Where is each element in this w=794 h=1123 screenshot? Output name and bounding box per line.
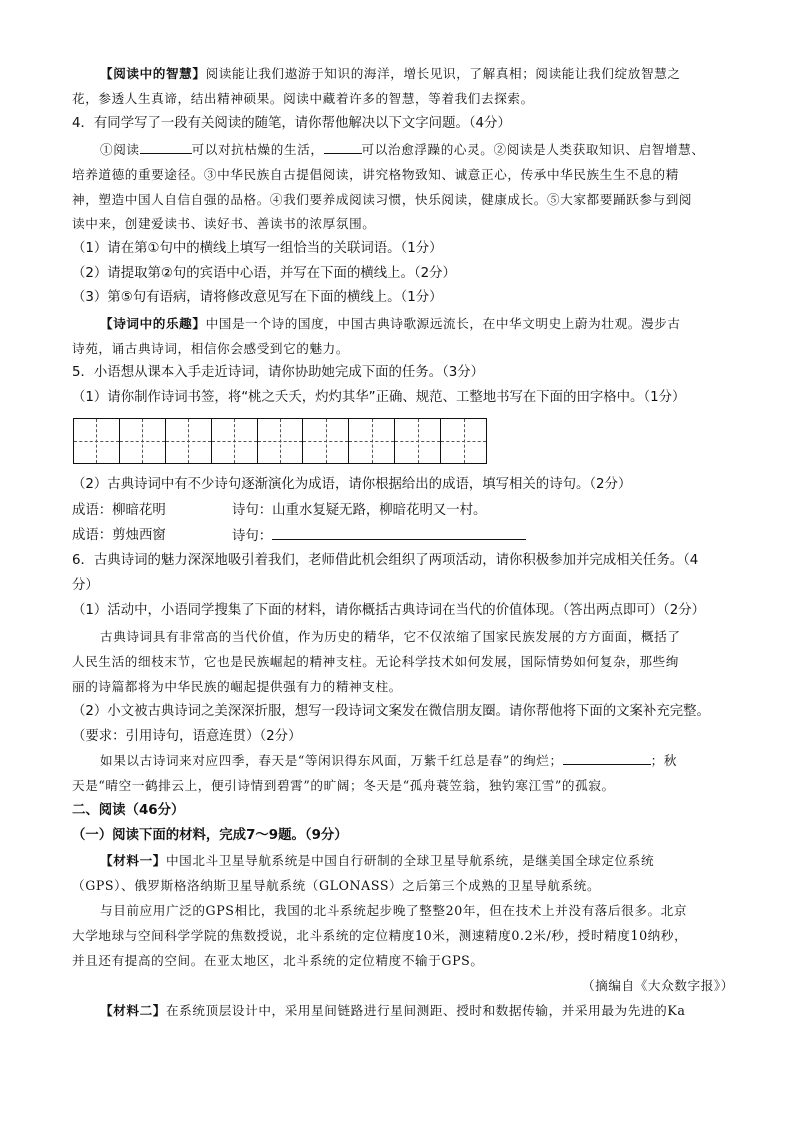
q4-blank-1[interactable] (140, 141, 192, 154)
q5-poem-2-line: 诗句： (232, 527, 526, 546)
q6-material-line-2: 人民生活的细枝末节，它也是民族崛起的精神支柱。无论科学技术如何发展，国际情势如何复杂，那些绚 (72, 654, 679, 669)
reading-wisdom-line-2: 花，参透人生真谛，结出精神硕果。阅读中藏着许多的智慧，等着我们去探索。 (72, 91, 534, 106)
q4-passage-line-1: ①阅读 可以对抗枯燥的生活， 可以治愈浮躁的心灵。②阅读是人类获取知识、启智增慧、 (100, 142, 705, 157)
q6-sub-2: （2）小文被古典诗词之美深深折服，想写一段诗词文案发在微信朋友圈。请你帮他将下面的文案补充完整。 (72, 704, 710, 719)
reading-wisdom-tag: 【阅读中的智慧】 (100, 66, 206, 81)
q6-sub-1: （1）活动中，小语同学搜集了下面的材料，请你概括古典诗词在当代的价值体现。（答出两点即可）（2分） (72, 603, 705, 618)
q6-copy-blank[interactable] (563, 752, 651, 765)
q4-sub-2: （2）请提取第②句的宾语中心语，并写在下面的横线上。（2分） (72, 266, 456, 281)
q4-title: 4．有同学写了一段有关阅读的随笔，请你帮他解决以下文字问题。（4分） (72, 116, 511, 131)
material-1-line-4: 大学地球与空间科学学院的焦数授说，北斗系统的定位精度10米，测速精度0.2米/秒，授时精度10纳秒， (72, 928, 688, 943)
tianzige-cell[interactable] (303, 419, 349, 463)
tianzige-cell[interactable] (166, 419, 212, 463)
q4-passage-line-2: 培养道德的重要途径。③中华民族自古提倡阅读，讲究格物致知、诚意正心，传承中华民族生生不息的精 (72, 167, 679, 182)
q4-passage-line-4: 读中来，创建爱读书、读好书、善读书的浓厚氛围。 (72, 216, 376, 231)
q6-title-line-1: 6．古典诗词的魅力深深地吸引着我们，老师借此机会组织了两项活动，请你积极参加并完成相关任务。（4 (72, 553, 699, 568)
q4-sub-1: （1）请在第①句中的横线上填写一组恰当的关联词语。（1分） (72, 241, 443, 256)
q6-title-line-2: 分） (72, 578, 99, 593)
tianzige-cell[interactable] (74, 419, 120, 463)
q4-passage-line-3: 神，塑造中国人自信自强的品格。④我们要养成阅读习惯，快乐阅读，健康成长。⑤大家都要踊跃参与到阅 (72, 192, 693, 207)
material-1-line-2: （GPS）、俄罗斯格洛纳斯卫星导航系统（GLONASS）之后第三个成熟的卫星导航系统。 (72, 878, 601, 893)
tianzige-cell[interactable] (441, 419, 486, 463)
material-1-line-1: 【材料一】中国北斗卫星导航系统是中国自行研制的全球卫星导航系统，是继美国全球定位系统 (100, 853, 655, 868)
q5-sub-1: （1）请你制作诗词书签，将“桃之夭夭，灼灼其华”正确、规范、工整地书写在下面的田字格中。（1分） (72, 390, 686, 405)
tianzige-cell[interactable] (349, 419, 395, 463)
tianzige-cell[interactable] (212, 419, 258, 463)
poetry-fun-line-2: 诗苑，诵古典诗词，相信你会感受到它的魅力。 (72, 341, 350, 356)
q5-poem-2-blank[interactable] (272, 527, 526, 540)
q6-copy-line-1: 如果以古诗词来对应四季，春天是“等闲识得东风面，万紫千红总是春”的绚烂； ；秋 (100, 753, 678, 768)
poetry-fun-tag: 【诗词中的乐趣】 (100, 316, 206, 331)
material-1-line-5: 并且还有提高的空间。在亚太地区，北斗系统的定位精度不输于GPS。 (72, 953, 484, 968)
q6-requirement: （要求：引用诗句，语意连贯）（2分） (72, 729, 302, 744)
tianzige-cell[interactable] (120, 419, 166, 463)
q5-poem-1: 诗句：山重水复疑无路，柳暗花明又一村。 (232, 503, 487, 518)
material-1-line-3: 与目前应用广泛的GPS相比，我国的北斗系统起步晚了整整20年，但在技术上并没有落后很多。北京 (100, 903, 688, 918)
material-2-tag: 【材料二】 (100, 1003, 166, 1018)
q6-copy-line-2: 天是“晴空一鹤排云上，便引诗情到碧霄”的旷阔；冬天是“孤舟蓑笠翁，独钓寒江雪”的孤寂。 (72, 778, 615, 793)
q5-idiom-1: 成语：柳暗花明 (72, 503, 166, 518)
material-1-tag: 【材料一】 (100, 853, 166, 868)
poetry-fun-line-1: 【诗词中的乐趣】中国是一个诗的国度，中国古典诗歌源远流长，在中华文明史上蔚为壮观。漫步古 (100, 316, 681, 331)
q6-material-line-3: 丽的诗篇都将为中华民族的崛起提供强有力的精神支柱。 (72, 679, 402, 694)
q6-material-line-1: 古典诗词具有非常高的当代价值，作为历史的精华，它不仅浓缩了国家民族发展的方方面面，概括了 (100, 629, 681, 644)
q5-title: 5．小语想从课本入手走近诗词，请你协助她完成下面的任务。（3分） (72, 365, 485, 380)
q4-sub-3: （3）第⑤句有语病，请将修改意见写在下面的横线上。（1分） (72, 290, 443, 305)
tianzige-cell[interactable] (258, 419, 304, 463)
material-2-line-1: 【材料二】在系统顶层设计中，采用星间链路进行星间测距、授时和数据传输，并采用最为先进的Ka (100, 1003, 686, 1018)
q4-blank-2[interactable] (324, 141, 362, 154)
reading-wisdom-line-1: 【阅读中的智慧】阅读能让我们遨游于知识的海洋，增长见识，了解真相；阅读能让我们绽放智慧之 (100, 66, 681, 81)
section-2-part-1-title: （一）阅读下面的材料，完成7～9题。（9分） (72, 828, 348, 843)
tianzige-grid[interactable] (73, 418, 487, 464)
material-1-source: （摘编自《大众数字报》） (581, 978, 734, 993)
section-2-title: 二、阅读（46分） (72, 803, 185, 818)
q5-idiom-2: 成语：剪烛西窗 (72, 528, 166, 543)
q5-sub-2: （2）古典诗词中有不少诗句逐渐演化为成语，请你根据给出的成语，填写相关的诗句。（2分） (72, 477, 632, 492)
tianzige-cell[interactable] (395, 419, 441, 463)
